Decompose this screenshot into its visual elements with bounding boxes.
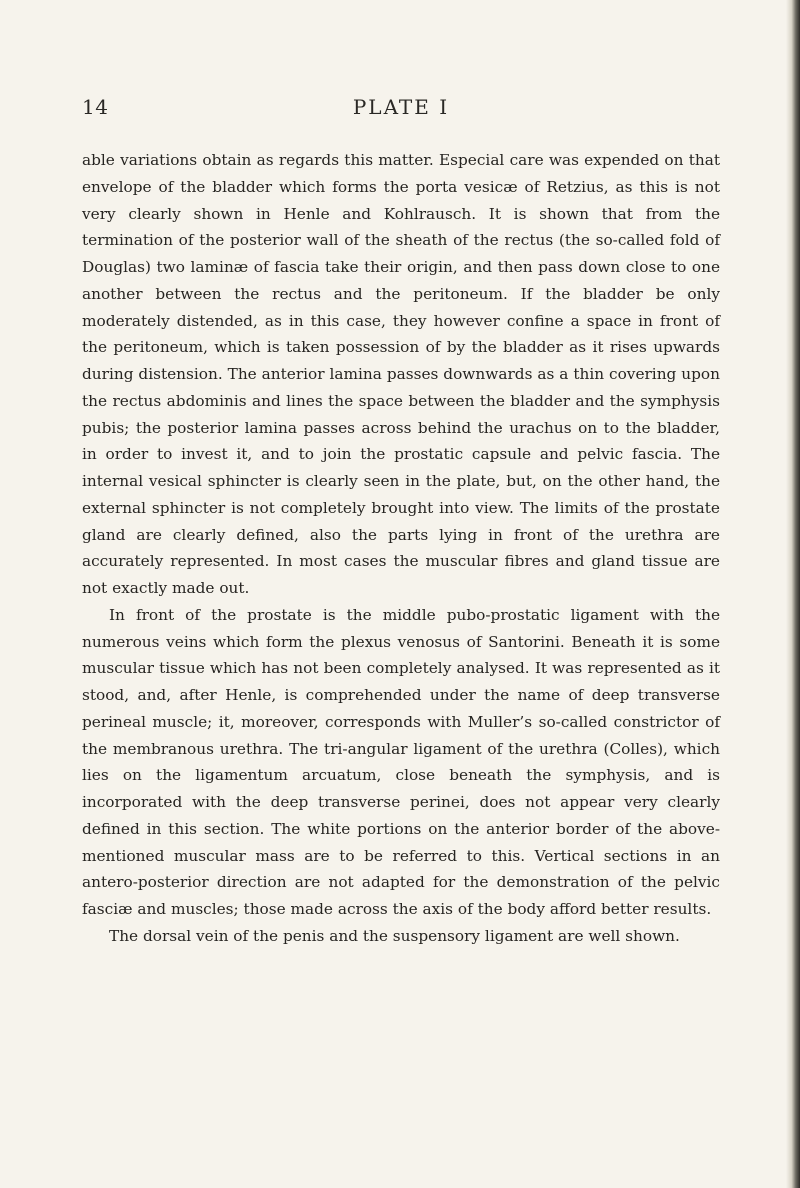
running-title: PLATE I: [352, 95, 450, 119]
page-header: [82, 95, 720, 125]
paragraph-1: able variations obtain as regards this matter. Especial care was expended on that envelope of the bladder which forms the porta vesicæ of Retzius, as this is not very clearly shown in Henle and Kohlrausch. It is shown that from the termination of the posterior wall of the sheath of the rectus (the so-called fold of Douglas) two laminæ of fascia take their origin, and then pass down close to one another between the rectus and the peritoneum. If the bladder be only moderately distended, as in this case, they however confine a space in front of the peritoneum, which is taken possession of by the bladder as it rises upwards during distension. The anterior lamina passes downwards as a thin covering upon the rectus abdominis and lines the space between the bladder and the symphysis pubis; the posterior lamina passes across behind the urachus on to the bladder, in order to invest it, and to join the prostatic capsule and pelvic fascia. The internal vesical sphincter is clearly seen in the plate, but, on the other hand, the external sphincter is not completely brought into view. The limits of the prostate gland are clearly defined, also the parts lying in front of the urethra are accurately represented. In most cases the muscular fibres and gland tissue are not exactly made out.: [82, 151, 720, 597]
body-text: [82, 147, 720, 950]
paragraph-2: In front of the prostate is the middle pubo-prostatic ligament with the numerous veins which form the plexus venosus of Santorini. Beneath it is some muscular tissue which has not been completely analysed. It was represented as it stood, and, after Henle, is comprehended under the name of deep transverse perineal muscle; it, moreover, corresponds with Muller’s so-called constrictor of the membranous urethra. The tri-angular ligament of the urethra (Colles), which lies on the ligamentum arcuatum, close beneath the symphysis, and is incorporated with the deep transverse perinei, does not appear very clearly defined in this section. The white portions on the anterior border of the above-mentioned muscular mass are to be referred to this. Vertical sections in an antero-posterior direction are not adapted for the demonstration of the pelvic fasciæ and muscles; those made across the axis of the body afford better results.: [82, 605, 720, 918]
page-edge-shadow: [786, 0, 800, 1188]
paragraph-3: The dorsal vein of the penis and the suspensory ligament are well shown.: [109, 926, 680, 945]
page-number: 14: [82, 95, 109, 119]
